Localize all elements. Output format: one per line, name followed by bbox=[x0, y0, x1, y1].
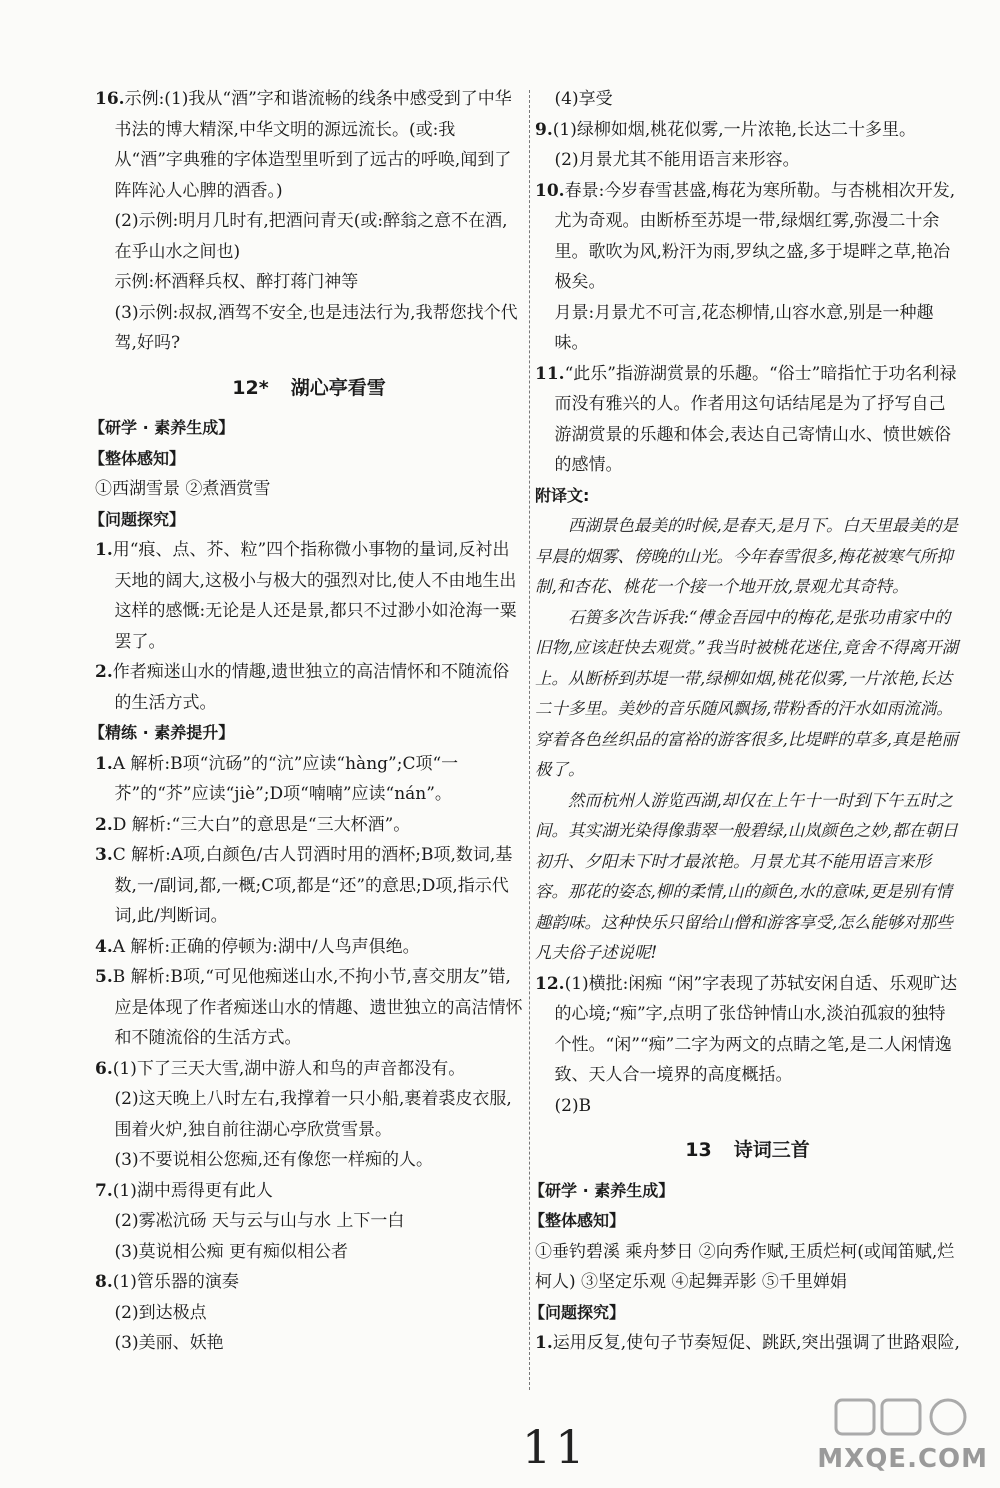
practice-answer-8-4: (4)享受 bbox=[554, 89, 613, 109]
practice-answer-6: 6.(1)下了三天大雪,湖中游人和鸟的声音都没有。 bbox=[95, 1058, 466, 1079]
explore-answer-1: 1.运用反复,使句子节奏短促、跳跃,突出强调了世路艰险, bbox=[535, 1333, 960, 1353]
practice-answer-7-2: (2)雾凇沆砀 天与云与山与水 上下一白 bbox=[114, 1211, 405, 1231]
practice-answer-12: 12.(1)横批:闲痴 “闲”字表现了苏轼安闲自适、乐观旷达的心境;“痴”字,点明了张岱钟情山水,淡泊孤寂的独特个性。“闲”“痴”二字为两文的点睛之笔,是二人闲情逸致、天人合一境界的高度概括。 bbox=[535, 973, 958, 1085]
practice-answer-8: 8.(1)管乐器的演奏 bbox=[95, 1272, 239, 1292]
lesson-12-title: 12* 湖心亭看雪 bbox=[232, 376, 386, 399]
perceive-answer: ①西湖雪景 ②煮酒赏雪 bbox=[95, 479, 271, 499]
subsection-heading: 【问题探究】 bbox=[529, 1302, 626, 1322]
practice-answer-9-2: (2)月景尤其不能用语言来形容。 bbox=[554, 150, 800, 170]
practice-answer-10: 10.春景:今岁春雪甚盛,梅花为寒所勒。与杏桃相次开发,尤为奇观。由断桥至苏堤一带,绿烟红雾,弥漫二十余里。歌吹为风,粉汗为雨,罗纨之盛,多于堤畔之草,艳冶极矣。 bbox=[535, 180, 956, 292]
practice-answer-3: 3.C 解析:A项,白颜色/古人罚酒时用的酒杯;B项,数词,基数,一/副词,都,一概;C项,都是“还”的意思;D项,指示代词,此/判断词。 bbox=[95, 845, 513, 926]
practice-answer-9: 9.(1)绿柳如烟,桃花似雾,一片浓艳,长达二十多里。 bbox=[535, 119, 917, 140]
explore-answer-2: 2.作者痴迷山水的情趣,遗世独立的高洁情怀和不随流俗的生活方式。 bbox=[95, 662, 510, 713]
practice-answer-10-2: 月景:月景尤不可言,花态柳情,山容水意,别是一种趣味。 bbox=[554, 302, 934, 353]
answer-16-3: (3)示例:叔叔,酒驾不安全,也是违法行为,我帮您找个代驾,好吗? bbox=[114, 302, 518, 353]
section-heading: 【精练 · 素养提升】 bbox=[89, 723, 235, 742]
page-number: 11 bbox=[522, 1420, 589, 1474]
right-column bbox=[529, 84, 960, 1359]
subsection-heading: 【问题探究】 bbox=[89, 509, 186, 529]
practice-answer-12-2: (2)B bbox=[554, 1095, 592, 1116]
answer-16-1: 16.示例:(1)我从“酒”字和谐流畅的线条中感受到了中华书法的博大精深,中华文明的源远流长。(或:我从“酒”字典雅的字体造型里听到了远古的呼唤,闻到了阵阵沁人心脾的酒香。) bbox=[95, 89, 512, 201]
translation-paragraph: 石篑多次告诉我:“傅金吾园中的梅花,是张功甫家中的旧物,应该赶快去观赏。”我当时被桃花迷住,竟舍不得离开湖上。从断桥到苏堤一带,绿柳如烟,桃花似雾,一片浓艳,长达二十多里。美妙的音乐随风飘扬,带粉香的汗水如雨流淌。穿着各色丝织品的富裕的游客很多,比堤畔的草多,真是艳丽极了。 bbox=[535, 607, 959, 779]
practice-answer-2: 2.D 解析:“三大白”的意思是“三大杯酒”。 bbox=[95, 814, 411, 835]
subsection-heading: 【整体感知】 bbox=[89, 448, 186, 468]
perceive-answer: ①垂钓碧溪 乘舟梦日 ②向秀作赋,王质烂柯(或闻笛赋,烂柯人) ③坚定乐观 ④起舞弄影 ⑤千里婵娟 bbox=[535, 1241, 955, 1292]
practice-answer-6-3: (3)不要说相公您痴,还有像您一样痴的人。 bbox=[114, 1150, 434, 1170]
practice-answer-11: 11.“此乐”指游湖赏景的乐趣。“俗士”暗指忙于功名利禄而没有雅兴的人。作者用这句话结尾是为了抒写自己游湖赏景的乐趣和体会,表达自己寄情山水、愤世嫉俗的感情。 bbox=[535, 363, 957, 475]
practice-answer-8-3: (3)美丽、妖艳 bbox=[114, 1333, 224, 1353]
section-heading: 【研学 · 素养生成】 bbox=[529, 1180, 675, 1200]
section-heading: 【研学 · 素养生成】 bbox=[89, 418, 235, 437]
left-column bbox=[89, 84, 523, 1359]
answer-16-2b: 示例:杯酒释兵权、醉打蒋门神等 bbox=[114, 272, 359, 292]
lesson-13-title: 13 诗词三首 bbox=[685, 1139, 810, 1161]
practice-answer-7: 7.(1)湖中焉得更有此人 bbox=[95, 1180, 273, 1201]
translation-paragraph: 西湖景色最美的时候,是春天,是月下。白天里最美的是早晨的烟雾、傍晚的山光。今年春雪很多,梅花被寒气所抑制,和杏花、桃花一个接一个地开放,景观尤其奇特。 bbox=[535, 516, 958, 596]
practice-answer-8-2: (2)到达极点 bbox=[114, 1302, 207, 1323]
practice-answer-5: 5.B 解析:B项,“可见他痴迷山水,不拘小节,喜交朋友”错,应是体现了作者痴迷山水的情趣、遗世独立的高洁情怀和不随流俗的生活方式。 bbox=[95, 967, 523, 1048]
practice-answer-4: 4.A 解析:正确的停顿为:湖中/人鸟声俱绝。 bbox=[95, 936, 420, 957]
answer-16-2: (2)示例:明月几时有,把酒问青天(或:醉翁之意不在酒,在乎山水之间也) bbox=[114, 211, 508, 262]
watermark-logo bbox=[796, 1394, 996, 1480]
translation-label: 附译文: bbox=[535, 485, 590, 505]
practice-answer-6-2: (2)这天晚上八时左右,我撑着一只小船,裹着裘皮衣服,围着火炉,独自前往湖心亭欣赏雪景。 bbox=[114, 1089, 512, 1140]
subsection-heading: 【整体感知】 bbox=[529, 1211, 626, 1230]
explore-answer-1: 1.用“痕、点、芥、粒”四个指称微小事物的量词,反衬出天地的阔大,这极小与极大的强烈对比,使人不由地生出这样的感慨:无论是人还是景,都只不过渺小如沧海一粟罢了。 bbox=[95, 540, 517, 652]
practice-answer-1: 1.A 解析:B项“沆砀”的“沆”应读“hàng”;C项“一芥”的“芥”应读“jiè”;D项“喃喃”应读“nán”。 bbox=[95, 753, 459, 804]
translation-paragraph: 然而杭州人游览西湖,却仅在上午十一时到下午五时之间。其实湖光染得像翡翠一般碧绿,山岚颜色之妙,都在朝日初升、夕阳未下时才最浓艳。月景尤其不能用语言来形容。那花的姿态,柳的柔情,山的颜色,水的意味,更是别有情趣韵味。这种快乐只留给山僧和游客享受,怎么能够对那些凡夫俗子述说呢! bbox=[535, 790, 958, 962]
practice-answer-7-3: (3)莫说相公痴 更有痴似相公者 bbox=[114, 1241, 349, 1262]
watermark-text: MXQE.COM bbox=[817, 1444, 988, 1474]
